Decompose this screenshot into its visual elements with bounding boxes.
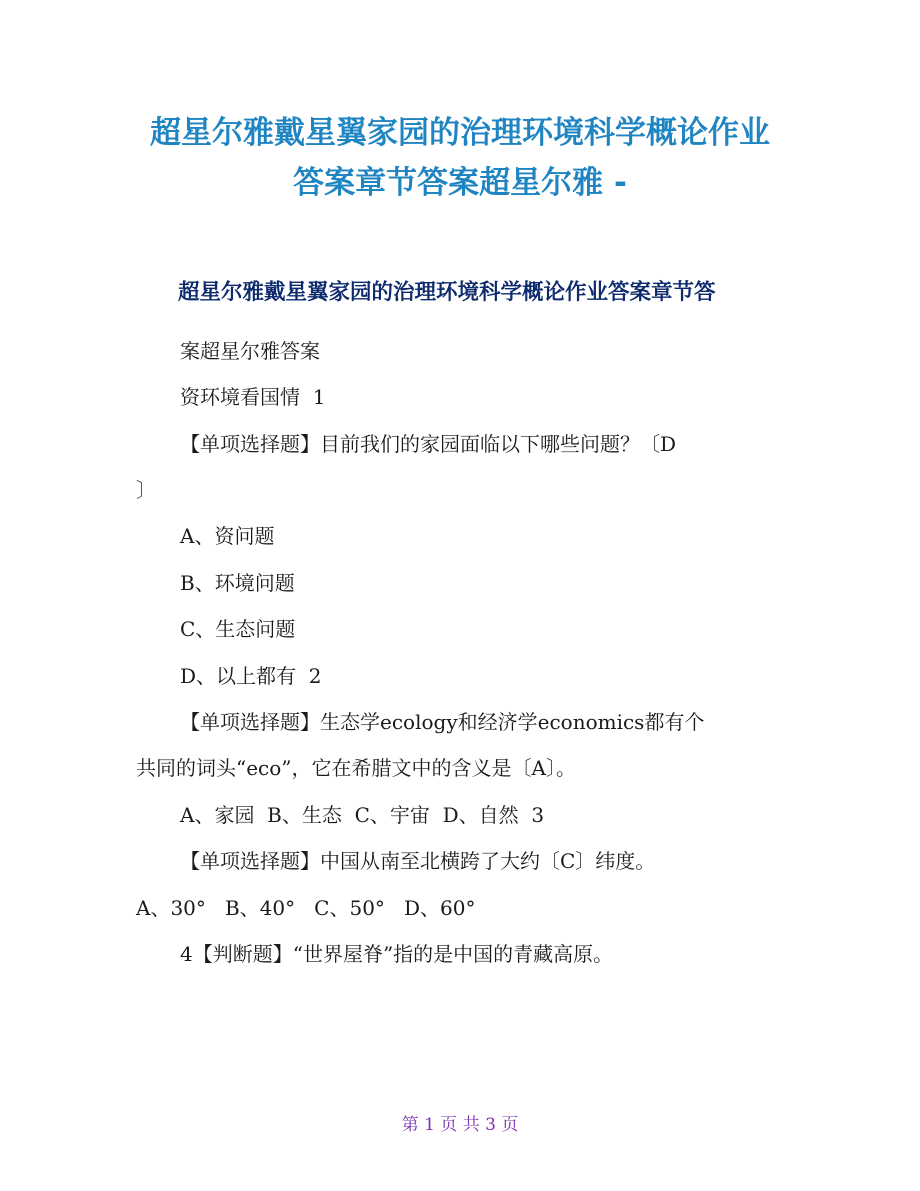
document-subtitle: 超星尔雅戴星翼家园的治理环境科学概论作业答案章节答 [178, 280, 716, 305]
page-footer: 第 1 页 共 3 页 [401, 1115, 519, 1135]
document-title [60, 108, 860, 208]
question-4-stem: 4【判断题】“世界屋脊”指的是中国的青藏高原。 [180, 942, 614, 966]
question-1-option-d: D、以上都有 2 [180, 664, 322, 688]
document-title-line-2: 答案章节答案超星尔雅 - [293, 165, 627, 201]
document-title-line-1: 超星尔雅戴星翼家园的治理环境科学概论作业 [150, 115, 770, 151]
body-line: 资环境看国情 1 [180, 385, 326, 409]
question-1-option-a: A、资问题 [180, 524, 275, 548]
question-1-option-c: C、生态问题 [180, 617, 296, 641]
question-2-stem: 【单项选择题】生态学ecology和经济学economics都有个 [180, 710, 705, 734]
question-3-stem: 【单项选择题】中国从南至北横跨了大约〔C〕纬度。 [180, 849, 656, 873]
body-line: 案超星尔雅答案 [180, 339, 320, 363]
question-1-option-b: B、环境问题 [180, 571, 295, 595]
question-1-stem: 【单项选择题】目前我们的家园面临以下哪些问题？〔D [180, 432, 677, 456]
question-2-stem-end: 共同的词头“eco”，它在希腊文中的含义是〔A〕。 [136, 756, 576, 780]
question-1-stem-end: 〕 [136, 478, 156, 502]
question-2-options: A、家园 B、生态 C、宇宙 D、自然 3 [180, 803, 545, 827]
question-3-options: A、30° B、40° C、50° D、60° [136, 896, 476, 920]
